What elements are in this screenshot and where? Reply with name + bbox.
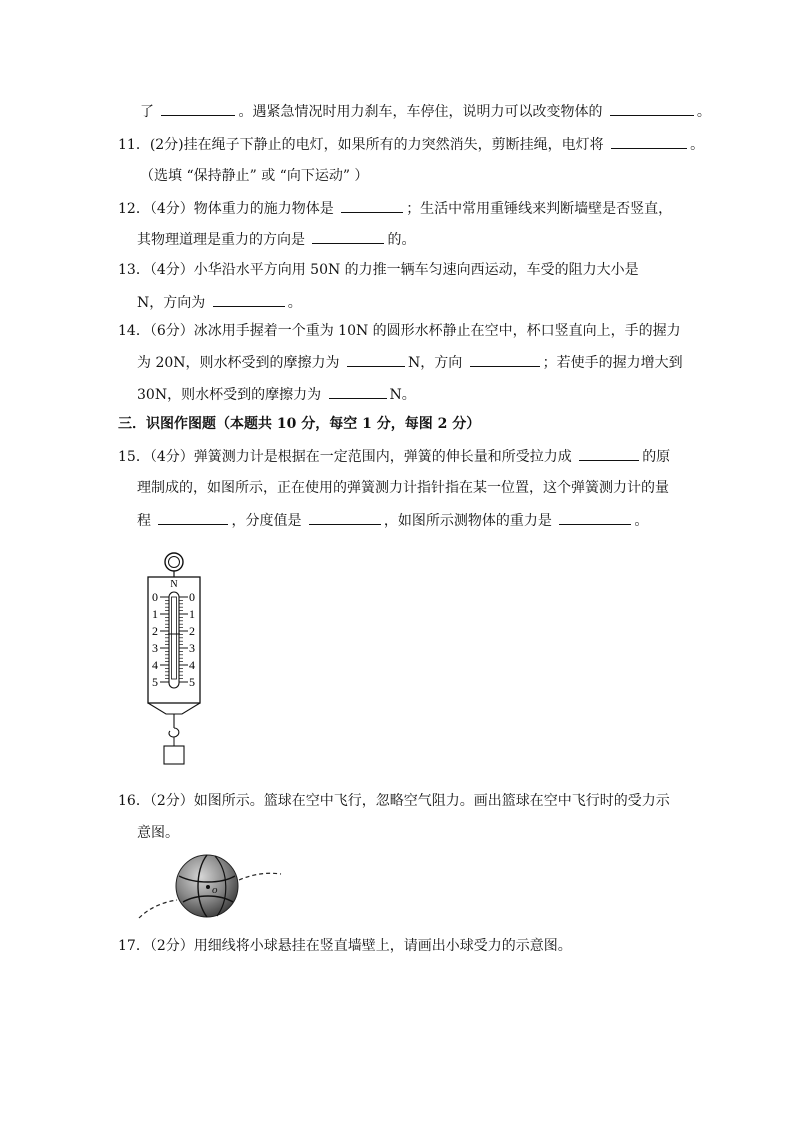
q14-text-d: ；若使手的握力增大到 [542, 355, 683, 371]
q15-line-2 [137, 478, 669, 498]
q12-text-d: 的。 [387, 232, 416, 248]
spring-scale-figure [140, 550, 210, 770]
q10-text-a: 了 [140, 104, 154, 120]
q15-text-g: 。 [634, 513, 649, 529]
q14-text-b: 为 20N，则水杯受到的摩擦力为 [137, 355, 340, 371]
scale-ring [165, 553, 183, 571]
trajectory-right [239, 873, 281, 880]
answer-blank[interactable] [312, 229, 384, 244]
q16-line-1 [118, 791, 670, 811]
answer-blank[interactable] [347, 352, 405, 367]
scale-bottom-bracket [148, 703, 200, 714]
answer-blank[interactable] [158, 510, 228, 525]
q14-text-e: 30N，则水杯受到的摩擦力为 [137, 387, 322, 403]
scale-tick-label-left: 3 [152, 641, 158, 655]
scale-tick-label-left: 0 [152, 590, 158, 604]
section-3-title [118, 414, 480, 434]
scale-pointer [172, 597, 177, 679]
scale-tick-label-right: 1 [189, 607, 195, 621]
q10-text-b: 。遇紧急情况时用力刹车，车停住，说明力可以改变物体的 [238, 104, 603, 120]
q15-line-1 [118, 446, 670, 467]
q14-line-3 [137, 384, 416, 405]
scale-unit-label: N [170, 579, 178, 590]
q14-line-2 [137, 352, 683, 373]
q15-text-e: ，分度值是 [231, 513, 302, 529]
ball-center-label: o [212, 884, 218, 896]
scale-tick-label-right: 5 [189, 675, 195, 689]
q11-text-a: 11．(2分)挂在绳子下静止的电灯，如果所有的力突然消失，剪断挂绳，电灯将 [118, 137, 604, 153]
answer-blank[interactable] [579, 446, 639, 461]
q12-line-1 [118, 198, 672, 219]
q11-note-text: （选填 “保持静止” 或 “向下运动” ） [140, 168, 369, 184]
scale-tick-label-right: 0 [189, 590, 195, 604]
q11-text-b: 。 [690, 137, 705, 153]
q17-line-1 [118, 936, 572, 956]
scale-tick-label-left: 5 [152, 675, 158, 689]
answer-blank[interactable] [161, 101, 235, 116]
answer-blank[interactable] [309, 510, 381, 525]
q17-text-a: 17．（2分）用细线将小球悬挂在竖直墙壁上，请画出小球受力的示意图。 [118, 938, 572, 954]
hanging-weight [164, 746, 184, 764]
section-3-title-text: 三．识图作图题（本题共 10 分，每空 1 分，每图 2 分） [118, 416, 481, 432]
q15-text-b: 的原 [642, 449, 671, 465]
q10-text-c: 。 [696, 104, 711, 120]
q15-text-c: 理制成的，如图所示，正在使用的弹簧测力计指针指在某一位置，这个弹簧测力计的量 [137, 480, 669, 496]
q11-note [140, 166, 368, 186]
q16-text-b: 意图。 [137, 825, 179, 841]
q14-text-c: N，方向 [407, 355, 463, 371]
q12-text-a: 12．（4分）物体重力的施力物体是 [118, 201, 334, 217]
q14-text-a: 14．（6分）冰冰用手握着一个重为 10N 的圆形水杯静止在空中，杯口竖直向上，手的握力 [118, 323, 681, 339]
q12-text-b: ；生活中常用重锤线来判断墙壁是否竖直， [406, 201, 673, 217]
q13-line-2 [137, 292, 302, 313]
q14-line-1 [118, 321, 681, 341]
q13-text-c: 。 [287, 295, 302, 311]
scale-tick-label-right: 4 [189, 658, 195, 672]
answer-blank[interactable] [329, 384, 387, 399]
q13-line-1 [118, 260, 639, 280]
q12-line-2 [137, 229, 415, 250]
answer-blank[interactable] [213, 292, 285, 307]
trajectory-left [139, 900, 177, 918]
basketball-figure [135, 850, 295, 930]
q11-line-1 [118, 134, 704, 155]
scale-tick-label-left: 4 [152, 658, 158, 672]
answer-blank[interactable] [341, 198, 403, 213]
answer-blank[interactable] [559, 510, 631, 525]
q15-line-3 [137, 510, 648, 531]
scale-tick-label-left: 2 [152, 624, 158, 638]
scale-hook [169, 728, 179, 737]
answer-blank[interactable] [611, 134, 687, 149]
q13-text-b: N，方向为 [137, 295, 206, 311]
answer-blank[interactable] [610, 101, 694, 116]
scale-tick-label-left: 1 [152, 607, 158, 621]
scale-tick-label-right: 2 [189, 624, 195, 638]
q15-text-d: 程 [137, 513, 151, 529]
q14-text-f: N。 [389, 387, 416, 403]
ball-center-point [206, 885, 210, 889]
q12-text-c: 其物理道理是重力的方向是 [137, 232, 305, 248]
q15-text-a: 15．（4分）弹簧测力计是根据在一定范围内，弹簧的伸长量和所受拉力成 [118, 449, 572, 465]
q16-line-2 [137, 823, 179, 843]
q15-text-f: ，如图所示测物体的重力是 [383, 513, 552, 529]
answer-blank[interactable] [470, 352, 540, 367]
scale-tick-label-right: 3 [189, 641, 195, 655]
q10-line [140, 101, 711, 122]
q13-text-a: 13．（4分）小华沿水平方向用 50N 的力推一辆车匀速向西运动，车受的阻力大小是 [118, 262, 639, 278]
q16-text-a: 16．（2分）如图所示。篮球在空中飞行，忽略空气阻力。画出篮球在空中飞行时的受力示 [118, 793, 670, 809]
